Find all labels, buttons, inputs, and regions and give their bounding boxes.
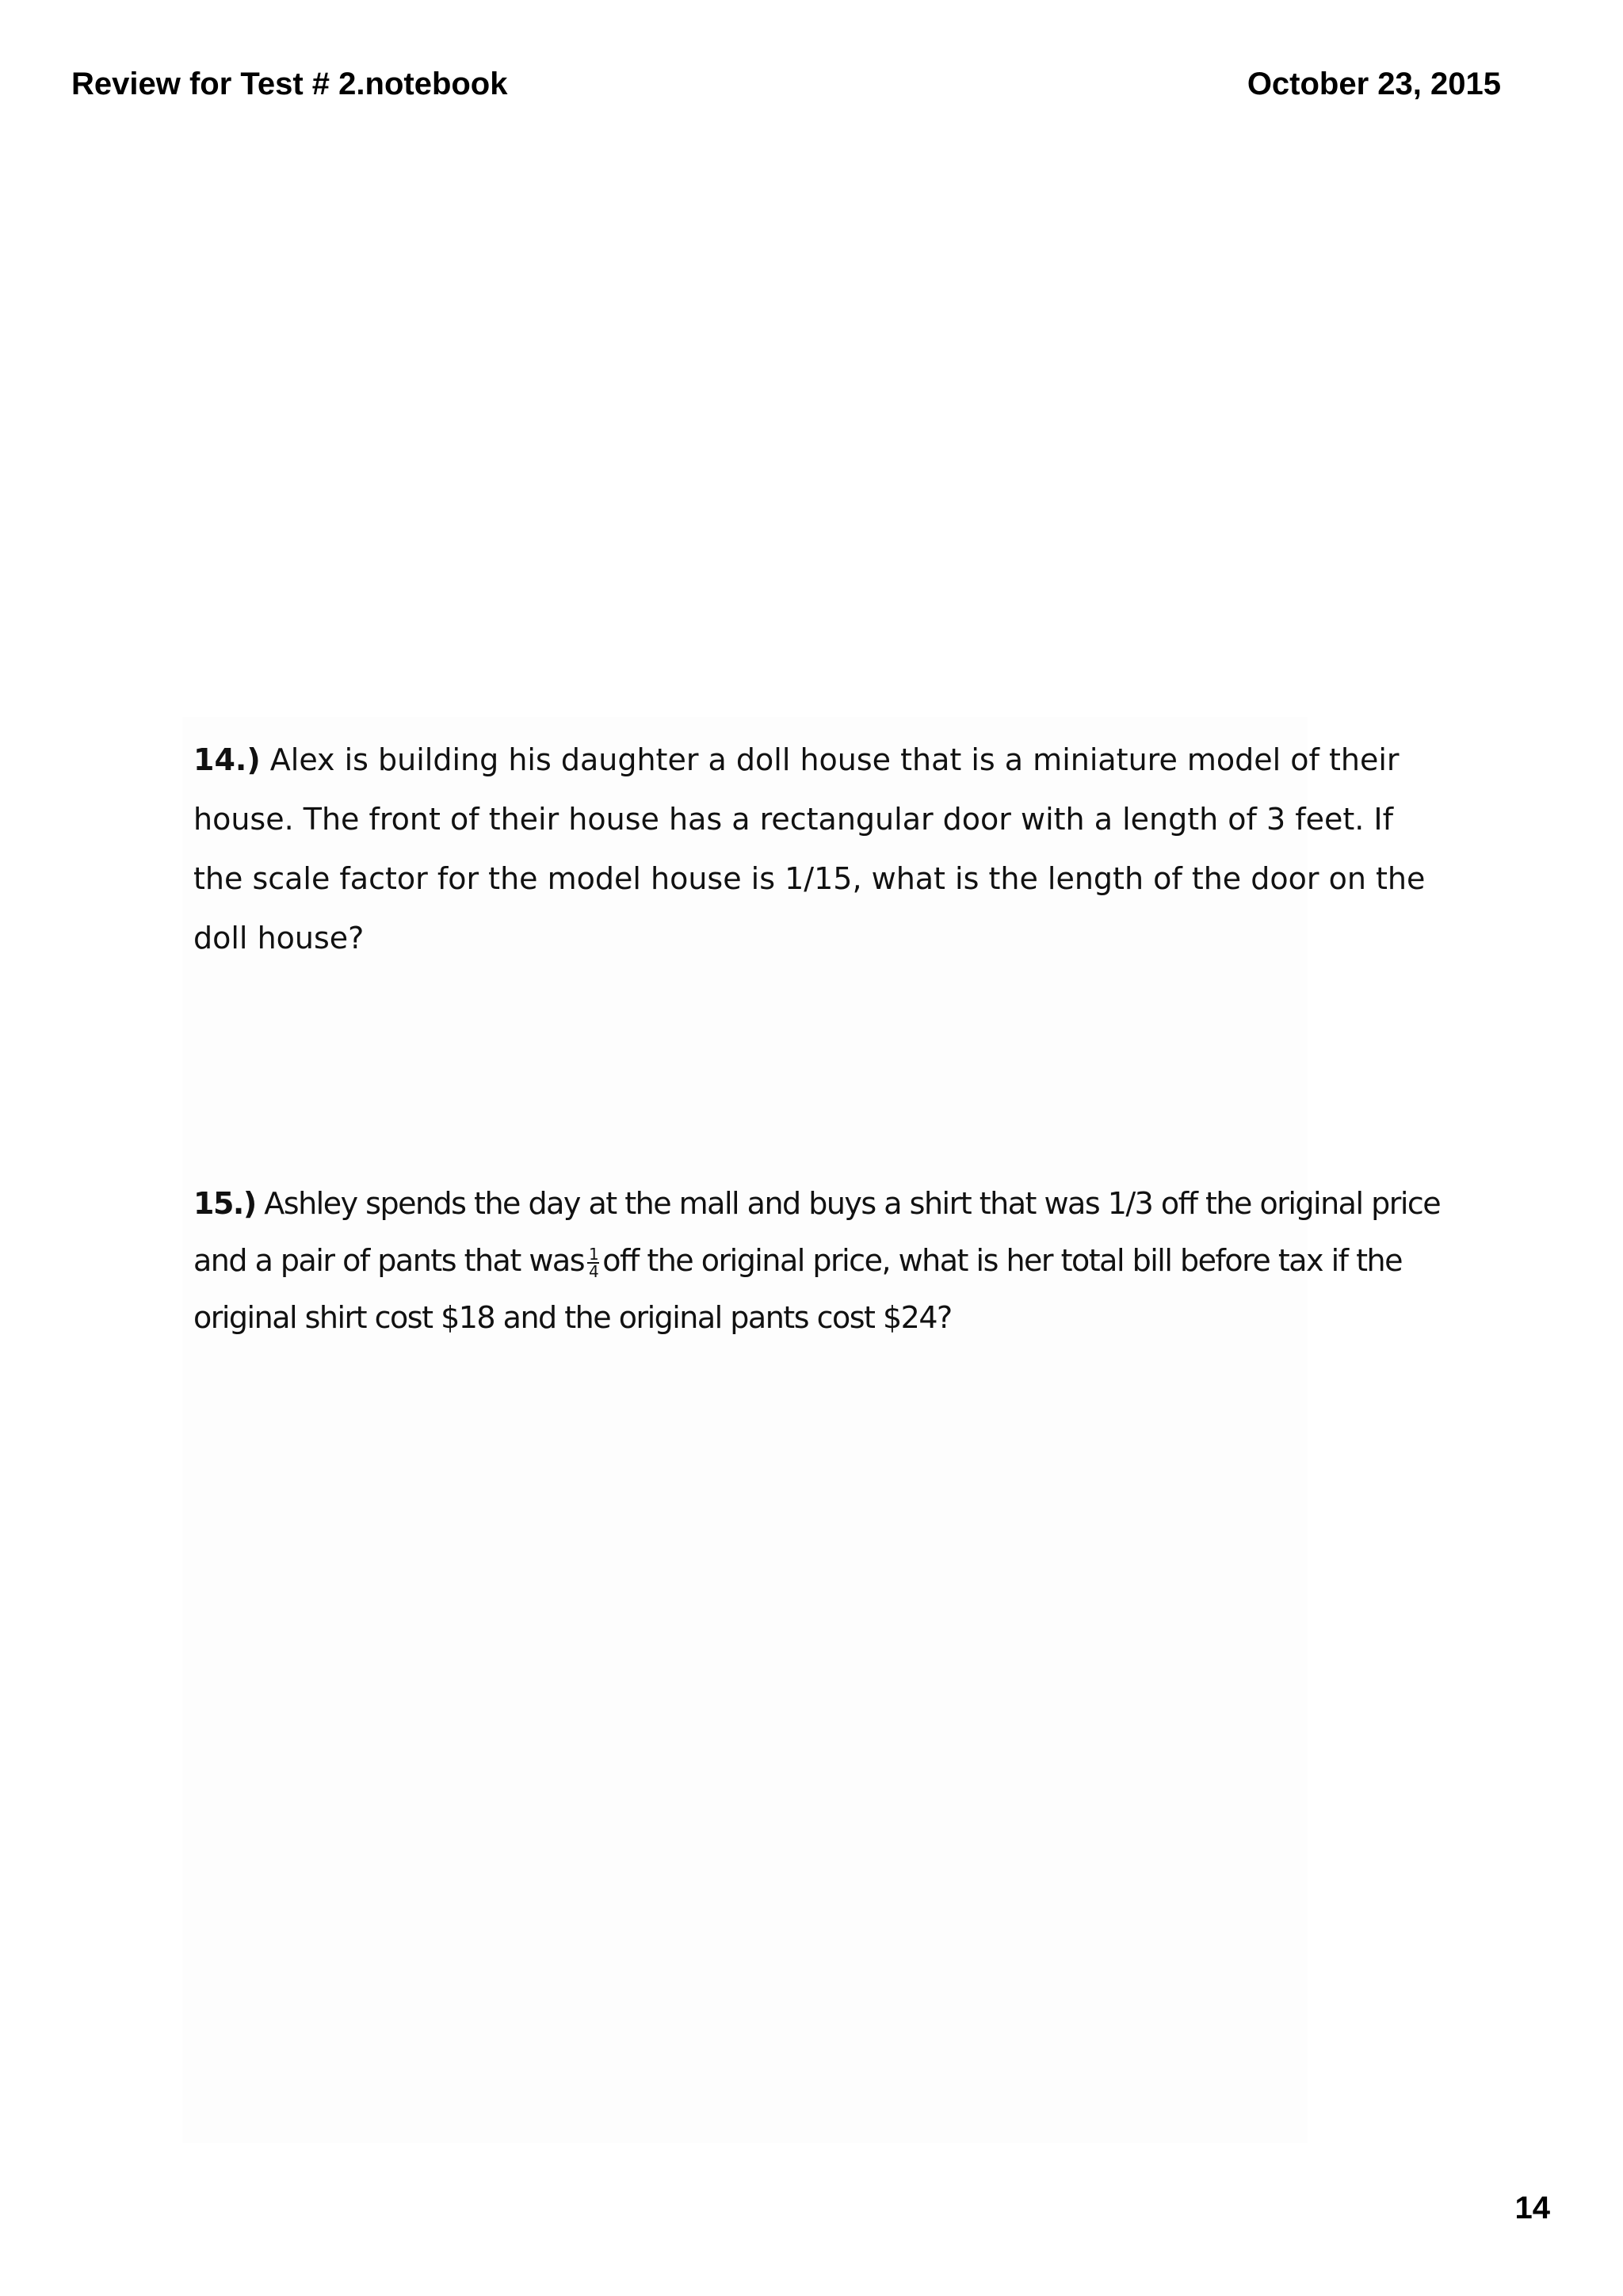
question-15-line-1 bbox=[193, 1175, 1441, 1232]
question-14-number: 14.) bbox=[193, 742, 261, 777]
one-quarter-fraction bbox=[587, 1246, 599, 1280]
question-14 bbox=[193, 730, 1426, 968]
question-14-line-1 bbox=[193, 730, 1400, 790]
question-14-line-2: house. The front of their house has a rectangular door with a length of 3 feet. If bbox=[193, 802, 1394, 837]
question-15 bbox=[193, 1175, 1441, 1346]
notebook-title: Review for Test # 2.notebook bbox=[71, 67, 508, 101]
question-15-line-2 bbox=[193, 1232, 1402, 1289]
fraction-numerator: 1 bbox=[589, 1244, 598, 1264]
question-14-text-1: Alex is building his daughter a doll house that is a miniature model of their bbox=[269, 742, 1400, 777]
question-15-text-1: Ashley spends the day at the mall and buys a shirt that was 1/3 off the original price bbox=[264, 1186, 1441, 1221]
question-14-line-3: the scale factor for the model house is 1/15, what is the length of the door on the bbox=[193, 861, 1426, 896]
page-date: October 23, 2015 bbox=[1247, 67, 1501, 101]
fraction-denominator: 4 bbox=[589, 1261, 598, 1281]
question-14-line-4: doll house? bbox=[193, 921, 365, 955]
question-15-text-2b: off the original price, what is her total bill before tax if the bbox=[602, 1243, 1402, 1278]
page-number: 14 bbox=[1514, 2191, 1550, 2225]
question-15-line-3: original shirt cost $18 and the original pants cost $24? bbox=[193, 1300, 952, 1335]
question-15-number: 15.) bbox=[193, 1186, 256, 1221]
question-15-text-2a: and a pair of pants that was bbox=[193, 1243, 584, 1278]
